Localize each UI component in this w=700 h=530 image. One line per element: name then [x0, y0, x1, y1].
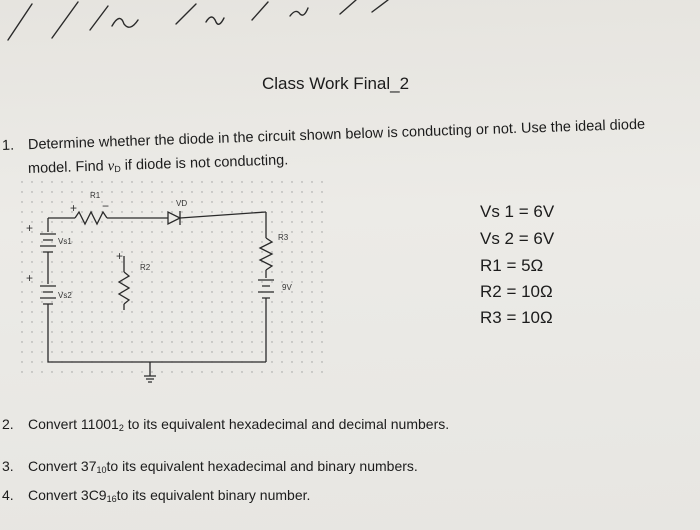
page-title: Class Work Final_2	[262, 74, 410, 93]
label-r1-plus: +	[70, 201, 78, 215]
label-vs2: Vs2	[58, 291, 72, 300]
question-1-text-pre: model. Find	[27, 158, 109, 177]
question-4-base: 16	[106, 494, 117, 504]
given-r2: R2 = 10Ω	[480, 282, 553, 301]
label-r3: R3	[278, 233, 289, 242]
question-4	[2, 487, 310, 504]
vd-variable: v	[107, 158, 115, 175]
label-r1-minus: −	[102, 199, 110, 213]
given-vs1: Vs 1 = 6V	[480, 202, 555, 221]
question-4-number: 4.	[2, 487, 14, 503]
label-vs1-plus: +	[26, 221, 34, 235]
breadboard-grid	[20, 180, 330, 380]
question-2-number: 2.	[2, 416, 14, 432]
question-3-base: 10	[96, 465, 107, 475]
question-3-pre: Convert 37	[28, 458, 97, 474]
question-2-post: to its equivalent hexadecimal and decimal numbers.	[123, 416, 450, 432]
label-r1: R1	[90, 191, 101, 200]
label-r2: R2	[140, 263, 151, 272]
vd-subscript: D	[114, 163, 121, 175]
label-r2-plus: +	[116, 249, 124, 263]
question-2	[2, 416, 449, 433]
question-3-number: 3.	[2, 458, 14, 474]
given-vs2: Vs 2 = 6V	[480, 229, 555, 248]
given-r1: R1 = 5Ω	[480, 256, 544, 275]
label-vs2-plus: +	[26, 271, 34, 285]
question-2-base: 2	[118, 423, 124, 433]
question-4-pre: Convert 3C9	[28, 487, 107, 503]
question-3-post: to its equivalent hexadecimal and binary numbers.	[106, 458, 418, 474]
question-3	[2, 458, 418, 475]
label-vs1: Vs1	[58, 237, 72, 246]
given-r3: R3 = 10Ω	[480, 308, 553, 327]
label-9v: 9V	[282, 283, 292, 292]
question-2-pre: Convert 11001	[28, 416, 119, 432]
question-1-text: Determine whether the diode in the circuit shown below is conducting or not. Use the ideal diode	[27, 116, 646, 154]
question-4-post: to its equivalent binary number.	[116, 487, 311, 503]
label-vd: VD	[176, 199, 188, 208]
question-1-number: 1.	[1, 137, 15, 154]
question-1-text-post: if diode is not conducting.	[120, 152, 289, 174]
